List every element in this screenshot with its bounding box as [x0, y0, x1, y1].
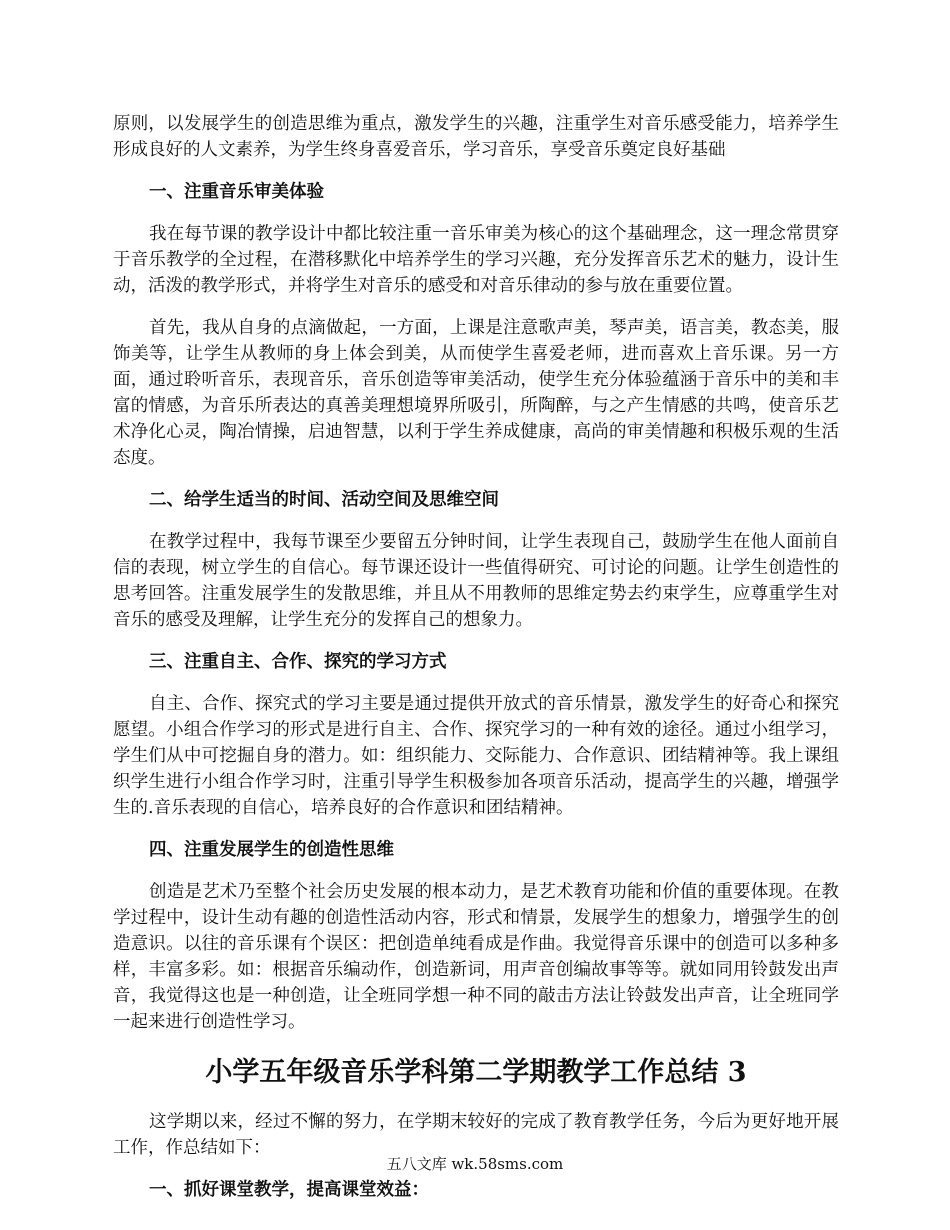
section-1-paragraph-1: 我在每节课的教学设计中都比较注重一音乐审美为核心的这个基础理念，这一理念常贯穿于音乐教学的全过程，在潜移默化中培养学生的学习兴趣，充分发挥音乐艺术的魅力，设计生动，活泼的教学形式，并将学生对音乐的感受和对音乐律动的参与放在重要位置。	[113, 224, 839, 296]
section-4-heading: 四、注重发展学生的创造性思维	[149, 840, 394, 860]
section-2-paragraph-1: 在教学过程中，我每节课至少要留五分钟时间，让学生表现自己，鼓励学生在他人面前自信的表现，树立学生的自信心。每节课还设计一些值得研究、可讨论的问题。让学生创造性的思考回答。注重发展学生的发散思维，并且从不用教师的思维定势去约束学生，应尊重学生对音乐的感受及理解，让学生充分的发挥自己的想象力。	[113, 532, 839, 630]
after-title-paragraph: 这学期以来，经过不懈的努力，在学期末较好的完成了教育教学任务，今后为更好地开展工作，作总结如下：	[113, 1112, 839, 1158]
section-4-paragraph-1: 创造是艺术乃至整个社会历史发展的根本动力，是艺术教育功能和价值的重要体现。在教学过程中，设计生动有趣的创造性活动内容，形式和情景，发展学生的想象力，增强学生的创造意识。以往的音乐课有个误区：把创造单纯看成是作曲。我觉得音乐课中的创造可以多种多样，丰富多彩。如：根据音乐编动作，创造新词，用声音创编故事等等。就如同用铃鼓发出声音，我觉得这也是一种创造，让全班同学想一种不同的敲击方法让铃鼓发出声音，让全班同学一起来进行创造性学习。	[113, 882, 839, 1032]
page-footer: 五八文库 wk.58sms.com	[386, 1155, 564, 1173]
intro-paragraph: 原则，以发展学生的创造思维为重点，激发学生的兴趣，注重学生对音乐感受能力，培养学生形成良好的人文素养，为学生终身喜爱音乐，学习音乐，享受音乐奠定良好基础	[113, 114, 839, 160]
document-title: 小学五年级音乐学科第二学期教学工作总结 3	[205, 1057, 747, 1088]
section-1-heading: 一、注重音乐审美体验	[149, 182, 324, 202]
last-section-heading: 一、抓好课堂教学，提高课堂效益：	[149, 1180, 429, 1200]
section-3-heading: 三、注重自主、合作、探究的学习方式	[149, 652, 447, 672]
section-3-paragraph-1: 自主、合作、探究式的学习主要是通过提供开放式的音乐情景，激发学生的好奇心和探究愿望。小组合作学习的形式是进行自主、合作、探究学习的一种有效的途径。通过小组学习，学生们从中可挖掘自身的潜力。如：组织能力、交际能力、合作意识、团结精神等。我上课组织学生进行小组合作学习时，注重引导学生积极参加各项音乐活动，提高学生的兴趣，增强学生的.音乐表现的自信心，培养良好的合作意识和团结精神。	[113, 694, 839, 818]
section-2-heading: 二、给学生适当的时间、活动空间及思维空间	[149, 490, 499, 510]
section-1-paragraph-2: 首先，我从自身的点滴做起，一方面，上课是注意歌声美，琴声美，语言美，教态美，服饰美等，让学生从教师的身上体会到美，从而使学生喜爱老师，进而喜欢上音乐课。另一方面，通过聆听音乐，表现音乐，音乐创造等审美活动，使学生充分体验蕴涵于音乐中的美和丰富的情感，为音乐所表达的真善美理想境界所吸引，所陶醉，与之产生情感的共鸣，使音乐艺术净化心灵，陶冶情操，启迪智慧，以利于学生养成健康，高尚的审美情趣和积极乐观的生活态度。	[113, 318, 839, 468]
